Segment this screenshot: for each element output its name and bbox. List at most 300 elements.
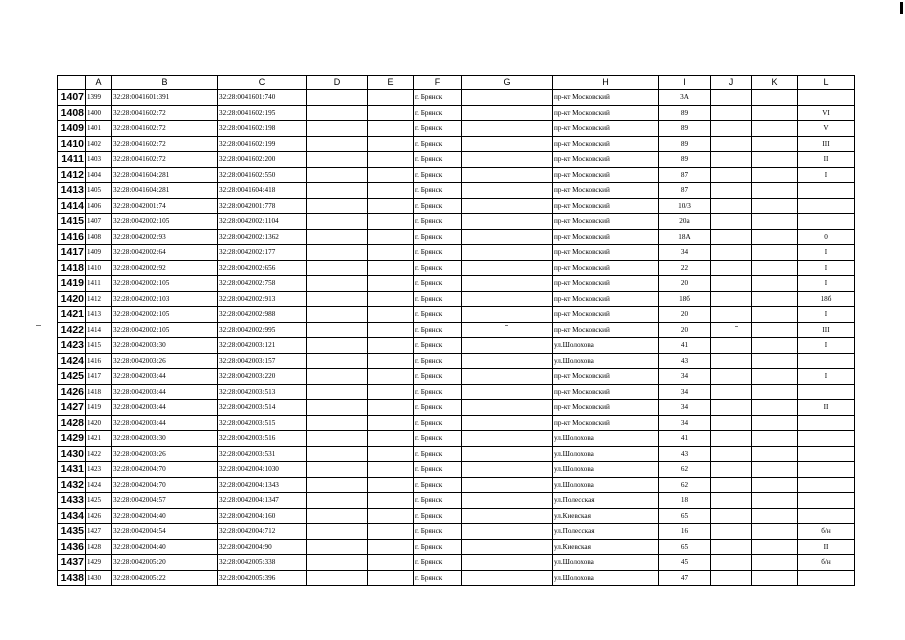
cell-k[interactable] (752, 431, 798, 447)
cell-k[interactable] (752, 446, 798, 462)
cell-k[interactable] (752, 570, 798, 586)
cell-b[interactable]: 32:28:0041602:72 (112, 136, 218, 152)
cell-e[interactable] (368, 90, 414, 106)
cell-b[interactable]: 32:28:0042003:30 (112, 431, 218, 447)
row-number-cell[interactable]: 1408 (58, 105, 86, 121)
cell-c[interactable]: 32:28:0042002:1362 (218, 229, 307, 245)
cell-j[interactable] (711, 400, 752, 416)
cell-g[interactable] (462, 369, 553, 385)
row-number-cell[interactable]: 1425 (58, 369, 86, 385)
cell-e[interactable] (368, 524, 414, 540)
cell-i[interactable]: 16 (659, 524, 711, 540)
cell-f[interactable]: г. Брянск (414, 260, 462, 276)
cell-a[interactable]: 1401 (86, 121, 112, 137)
column-header-b[interactable]: B (112, 76, 218, 90)
cell-k[interactable] (752, 245, 798, 261)
cell-d[interactable] (307, 570, 368, 586)
cell-c[interactable]: 32:28:0042004:712 (218, 524, 307, 540)
cell-c[interactable]: 32:28:0041604:418 (218, 183, 307, 199)
cell-l[interactable] (798, 493, 855, 509)
cell-g[interactable] (462, 229, 553, 245)
cell-e[interactable] (368, 245, 414, 261)
cell-k[interactable] (752, 384, 798, 400)
cell-d[interactable] (307, 415, 368, 431)
cell-c[interactable]: 32:28:0042005:396 (218, 570, 307, 586)
cell-g[interactable] (462, 415, 553, 431)
cell-c[interactable]: 32:28:0042004:90 (218, 539, 307, 555)
cell-g[interactable] (462, 136, 553, 152)
cell-k[interactable] (752, 136, 798, 152)
cell-d[interactable] (307, 493, 368, 509)
cell-c[interactable]: 32:28:0042003:513 (218, 384, 307, 400)
cell-k[interactable] (752, 307, 798, 323)
column-header-f[interactable]: F (414, 76, 462, 90)
cell-j[interactable] (711, 508, 752, 524)
cell-h[interactable]: ул.Шолохова (553, 446, 659, 462)
cell-b[interactable]: 32:28:0041602:72 (112, 121, 218, 137)
cell-l[interactable]: I (798, 369, 855, 385)
cell-a[interactable]: 1424 (86, 477, 112, 493)
row-number-cell[interactable]: 1415 (58, 214, 86, 230)
cell-g[interactable] (462, 431, 553, 447)
cell-l[interactable]: II (798, 400, 855, 416)
cell-f[interactable]: г. Брянск (414, 276, 462, 292)
cell-f[interactable]: г. Брянск (414, 229, 462, 245)
cell-d[interactable] (307, 121, 368, 137)
cell-a[interactable]: 1430 (86, 570, 112, 586)
cell-k[interactable] (752, 555, 798, 571)
cell-l[interactable] (798, 183, 855, 199)
cell-b[interactable]: 32:28:0041601:391 (112, 90, 218, 106)
cell-j[interactable] (711, 369, 752, 385)
cell-j[interactable] (711, 539, 752, 555)
cell-d[interactable] (307, 431, 368, 447)
cell-l[interactable] (798, 353, 855, 369)
cell-j[interactable] (711, 555, 752, 571)
cell-h[interactable]: пр-кт Московский (553, 167, 659, 183)
cell-d[interactable] (307, 477, 368, 493)
cell-k[interactable] (752, 369, 798, 385)
cell-j[interactable] (711, 570, 752, 586)
cell-b[interactable]: 32:28:0042004:70 (112, 477, 218, 493)
cell-e[interactable] (368, 136, 414, 152)
cell-k[interactable] (752, 291, 798, 307)
cell-c[interactable]: 32:28:0042004:160 (218, 508, 307, 524)
row-number-cell[interactable]: 1430 (58, 446, 86, 462)
cell-a[interactable]: 1407 (86, 214, 112, 230)
cell-h[interactable]: пр-кт Московский (553, 136, 659, 152)
cell-h[interactable]: пр-кт Московский (553, 369, 659, 385)
cell-a[interactable]: 1420 (86, 415, 112, 431)
cell-g[interactable] (462, 245, 553, 261)
cell-l[interactable]: III (798, 322, 855, 338)
cell-i[interactable]: 34 (659, 415, 711, 431)
cell-e[interactable] (368, 198, 414, 214)
cell-i[interactable]: 89 (659, 121, 711, 137)
row-number-cell[interactable]: 1409 (58, 121, 86, 137)
cell-b[interactable]: 32:28:0042005:20 (112, 555, 218, 571)
cell-l[interactable] (798, 508, 855, 524)
cell-k[interactable] (752, 353, 798, 369)
cell-a[interactable]: 1406 (86, 198, 112, 214)
cell-d[interactable] (307, 245, 368, 261)
cell-i[interactable]: 20 (659, 276, 711, 292)
cell-b[interactable]: 32:28:0042002:64 (112, 245, 218, 261)
cell-i[interactable]: 34 (659, 400, 711, 416)
cell-d[interactable] (307, 338, 368, 354)
cell-f[interactable]: г. Брянск (414, 338, 462, 354)
cell-k[interactable] (752, 338, 798, 354)
cell-i[interactable]: 20а (659, 214, 711, 230)
cell-d[interactable] (307, 555, 368, 571)
column-header-l[interactable]: L (798, 76, 855, 90)
cell-k[interactable] (752, 183, 798, 199)
cell-a[interactable]: 1412 (86, 291, 112, 307)
cell-h[interactable]: пр-кт Московский (553, 322, 659, 338)
cell-g[interactable] (462, 570, 553, 586)
cell-e[interactable] (368, 555, 414, 571)
cell-k[interactable] (752, 415, 798, 431)
cell-l[interactable] (798, 198, 855, 214)
cell-i[interactable]: 3А (659, 90, 711, 106)
cell-i[interactable]: 34 (659, 369, 711, 385)
cell-h[interactable]: пр-кт Московский (553, 214, 659, 230)
row-number-cell[interactable]: 1413 (58, 183, 86, 199)
cell-a[interactable]: 1410 (86, 260, 112, 276)
row-number-cell[interactable]: 1421 (58, 307, 86, 323)
cell-f[interactable]: г. Брянск (414, 570, 462, 586)
cell-f[interactable]: г. Брянск (414, 307, 462, 323)
cell-f[interactable]: г. Брянск (414, 477, 462, 493)
cell-l[interactable]: III (798, 136, 855, 152)
cell-a[interactable]: 1411 (86, 276, 112, 292)
cell-f[interactable]: г. Брянск (414, 90, 462, 106)
cell-l[interactable]: I (798, 338, 855, 354)
cell-j[interactable] (711, 338, 752, 354)
cell-c[interactable]: 32:28:0042003:514 (218, 400, 307, 416)
cell-d[interactable] (307, 291, 368, 307)
cell-h[interactable]: ул.Полесская (553, 524, 659, 540)
cell-l[interactable] (798, 384, 855, 400)
cell-f[interactable]: г. Брянск (414, 524, 462, 540)
cell-j[interactable] (711, 214, 752, 230)
cell-g[interactable] (462, 508, 553, 524)
row-number-cell[interactable]: 1420 (58, 291, 86, 307)
cell-a[interactable]: 1426 (86, 508, 112, 524)
cell-d[interactable] (307, 384, 368, 400)
cell-c[interactable]: 32:28:0041602:200 (218, 152, 307, 168)
cell-l[interactable]: II (798, 152, 855, 168)
row-number-cell[interactable]: 1424 (58, 353, 86, 369)
cell-l[interactable]: I (798, 276, 855, 292)
cell-e[interactable] (368, 462, 414, 478)
cell-l[interactable]: I (798, 307, 855, 323)
cell-j[interactable] (711, 90, 752, 106)
cell-c[interactable]: 32:28:0042004:1030 (218, 462, 307, 478)
column-header-a[interactable]: A (86, 76, 112, 90)
cell-a[interactable]: 1421 (86, 431, 112, 447)
cell-i[interactable]: 43 (659, 446, 711, 462)
cell-f[interactable]: г. Брянск (414, 105, 462, 121)
cell-g[interactable] (462, 524, 553, 540)
cell-i[interactable]: 65 (659, 508, 711, 524)
cell-k[interactable] (752, 214, 798, 230)
cell-h[interactable]: ул.Шолохова (553, 353, 659, 369)
cell-k[interactable] (752, 260, 798, 276)
cell-g[interactable] (462, 462, 553, 478)
cell-i[interactable]: 20 (659, 307, 711, 323)
cell-g[interactable] (462, 353, 553, 369)
cell-h[interactable]: ул.Киевская (553, 508, 659, 524)
row-number-cell[interactable]: 1407 (58, 90, 86, 106)
cell-c[interactable]: 32:28:0041602:550 (218, 167, 307, 183)
cell-b[interactable]: 32:28:0042003:26 (112, 446, 218, 462)
cell-c[interactable]: 32:28:0042002:758 (218, 276, 307, 292)
cell-h[interactable]: пр-кт Московский (553, 105, 659, 121)
row-number-cell[interactable]: 1410 (58, 136, 86, 152)
cell-h[interactable]: пр-кт Московский (553, 183, 659, 199)
cell-b[interactable]: 32:28:0042002:92 (112, 260, 218, 276)
cell-e[interactable] (368, 276, 414, 292)
cell-c[interactable]: 32:28:0042002:656 (218, 260, 307, 276)
cell-k[interactable] (752, 121, 798, 137)
cell-e[interactable] (368, 260, 414, 276)
cell-g[interactable] (462, 400, 553, 416)
column-header-j[interactable]: J (711, 76, 752, 90)
cell-i[interactable]: 89 (659, 152, 711, 168)
cell-a[interactable]: 1405 (86, 183, 112, 199)
cell-j[interactable] (711, 384, 752, 400)
column-header-d[interactable]: D (307, 76, 368, 90)
cell-j[interactable] (711, 183, 752, 199)
cell-i[interactable]: 62 (659, 477, 711, 493)
cell-i[interactable]: 65 (659, 539, 711, 555)
cell-d[interactable] (307, 369, 368, 385)
cell-f[interactable]: г. Брянск (414, 539, 462, 555)
cell-i[interactable]: 22 (659, 260, 711, 276)
cell-a[interactable]: 1403 (86, 152, 112, 168)
row-number-cell[interactable]: 1437 (58, 555, 86, 571)
column-header-e[interactable]: E (368, 76, 414, 90)
row-number-cell[interactable]: 1431 (58, 462, 86, 478)
cell-l[interactable] (798, 431, 855, 447)
row-number-cell[interactable]: 1422 (58, 322, 86, 338)
cell-b[interactable]: 32:28:0041602:72 (112, 105, 218, 121)
cell-e[interactable] (368, 167, 414, 183)
cell-e[interactable] (368, 570, 414, 586)
cell-l[interactable]: I (798, 260, 855, 276)
cell-f[interactable]: г. Брянск (414, 121, 462, 137)
cell-b[interactable]: 32:28:0042002:105 (112, 214, 218, 230)
cell-b[interactable]: 32:28:0042004:70 (112, 462, 218, 478)
cell-c[interactable]: 32:28:0042003:515 (218, 415, 307, 431)
cell-e[interactable] (368, 431, 414, 447)
cell-e[interactable] (368, 493, 414, 509)
row-number-cell[interactable]: 1429 (58, 431, 86, 447)
cell-j[interactable] (711, 121, 752, 137)
cell-g[interactable] (462, 90, 553, 106)
cell-b[interactable]: 32:28:0042002:93 (112, 229, 218, 245)
cell-d[interactable] (307, 105, 368, 121)
cell-h[interactable]: пр-кт Московский (553, 229, 659, 245)
cell-c[interactable]: 32:28:0042005:338 (218, 555, 307, 571)
cell-i[interactable]: 47 (659, 570, 711, 586)
cell-b[interactable]: 32:28:0042004:40 (112, 539, 218, 555)
cell-k[interactable] (752, 493, 798, 509)
cell-e[interactable] (368, 105, 414, 121)
cell-i[interactable]: 43 (659, 353, 711, 369)
cell-l[interactable] (798, 90, 855, 106)
cell-g[interactable] (462, 167, 553, 183)
cell-b[interactable]: 32:28:0042003:30 (112, 338, 218, 354)
cell-h[interactable]: ул.Шолохова (553, 462, 659, 478)
cell-e[interactable] (368, 307, 414, 323)
cell-j[interactable] (711, 307, 752, 323)
cell-c[interactable]: 32:28:0041602:199 (218, 136, 307, 152)
cell-b[interactable]: 32:28:0042003:26 (112, 353, 218, 369)
cell-k[interactable] (752, 152, 798, 168)
cell-f[interactable]: г. Брянск (414, 291, 462, 307)
cell-c[interactable]: 32:28:0041602:198 (218, 121, 307, 137)
cell-g[interactable] (462, 291, 553, 307)
cell-f[interactable]: г. Брянск (414, 384, 462, 400)
cell-d[interactable] (307, 539, 368, 555)
cell-i[interactable]: 45 (659, 555, 711, 571)
cell-f[interactable]: г. Брянск (414, 152, 462, 168)
cell-h[interactable]: ул.Киевская (553, 539, 659, 555)
cell-i[interactable]: 41 (659, 431, 711, 447)
row-number-cell[interactable]: 1432 (58, 477, 86, 493)
cell-f[interactable]: г. Брянск (414, 462, 462, 478)
cell-j[interactable] (711, 136, 752, 152)
row-number-cell[interactable]: 1436 (58, 539, 86, 555)
cell-a[interactable]: 1416 (86, 353, 112, 369)
cell-g[interactable] (462, 384, 553, 400)
cell-d[interactable] (307, 276, 368, 292)
cell-d[interactable] (307, 198, 368, 214)
cell-k[interactable] (752, 524, 798, 540)
cell-e[interactable] (368, 477, 414, 493)
cell-c[interactable]: 32:28:0042003:121 (218, 338, 307, 354)
cell-a[interactable]: 1425 (86, 493, 112, 509)
cell-g[interactable] (462, 307, 553, 323)
cell-f[interactable]: г. Брянск (414, 322, 462, 338)
cell-h[interactable]: пр-кт Московский (553, 152, 659, 168)
cell-d[interactable] (307, 214, 368, 230)
cell-a[interactable]: 1402 (86, 136, 112, 152)
cell-e[interactable] (368, 152, 414, 168)
cell-l[interactable]: б/н (798, 555, 855, 571)
cell-a[interactable]: 1414 (86, 322, 112, 338)
cell-f[interactable]: г. Брянск (414, 198, 462, 214)
cell-c[interactable]: 32:28:0042003:157 (218, 353, 307, 369)
cell-c[interactable]: 32:28:0041601:740 (218, 90, 307, 106)
row-number-cell[interactable]: 1414 (58, 198, 86, 214)
column-header-g[interactable]: G (462, 76, 553, 90)
cell-a[interactable]: 1428 (86, 539, 112, 555)
cell-c[interactable]: 32:28:0042003:531 (218, 446, 307, 462)
cell-a[interactable]: 1423 (86, 462, 112, 478)
cell-i[interactable]: 18А (659, 229, 711, 245)
cell-k[interactable] (752, 276, 798, 292)
cell-g[interactable] (462, 338, 553, 354)
cell-e[interactable] (368, 338, 414, 354)
row-number-cell[interactable]: 1411 (58, 152, 86, 168)
cell-d[interactable] (307, 183, 368, 199)
cell-e[interactable] (368, 415, 414, 431)
cell-f[interactable]: г. Брянск (414, 446, 462, 462)
cell-e[interactable] (368, 183, 414, 199)
cell-e[interactable] (368, 121, 414, 137)
cell-l[interactable]: 0 (798, 229, 855, 245)
cell-i[interactable]: 41 (659, 338, 711, 354)
cell-l[interactable]: I (798, 167, 855, 183)
cell-d[interactable] (307, 152, 368, 168)
cell-b[interactable]: 32:28:0042002:105 (112, 276, 218, 292)
cell-d[interactable] (307, 167, 368, 183)
cell-f[interactable]: г. Брянск (414, 167, 462, 183)
cell-i[interactable]: 62 (659, 462, 711, 478)
cell-l[interactable] (798, 570, 855, 586)
cell-i[interactable]: 87 (659, 183, 711, 199)
cell-l[interactable]: V (798, 121, 855, 137)
cell-d[interactable] (307, 524, 368, 540)
cell-h[interactable]: пр-кт Московский (553, 400, 659, 416)
cell-a[interactable]: 1400 (86, 105, 112, 121)
cell-h[interactable]: пр-кт Московский (553, 415, 659, 431)
column-header-c[interactable]: C (218, 76, 307, 90)
cell-g[interactable] (462, 260, 553, 276)
cell-k[interactable] (752, 167, 798, 183)
cell-c[interactable]: 32:28:0041602:195 (218, 105, 307, 121)
cell-f[interactable]: г. Брянск (414, 183, 462, 199)
cell-e[interactable] (368, 291, 414, 307)
cell-c[interactable]: 32:28:0042002:988 (218, 307, 307, 323)
cell-b[interactable]: 32:28:0041604:281 (112, 167, 218, 183)
cell-d[interactable] (307, 260, 368, 276)
cell-b[interactable]: 32:28:0042002:103 (112, 291, 218, 307)
cell-j[interactable] (711, 260, 752, 276)
cell-k[interactable] (752, 462, 798, 478)
cell-b[interactable]: 32:28:0042002:105 (112, 307, 218, 323)
cell-h[interactable]: ул.Шолохова (553, 570, 659, 586)
cell-a[interactable]: 1409 (86, 245, 112, 261)
cell-h[interactable]: ул.Шолохова (553, 477, 659, 493)
cell-c[interactable]: 32:28:0042002:913 (218, 291, 307, 307)
row-number-cell[interactable]: 1423 (58, 338, 86, 354)
cell-d[interactable] (307, 400, 368, 416)
row-number-cell[interactable]: 1428 (58, 415, 86, 431)
cell-g[interactable] (462, 198, 553, 214)
cell-j[interactable] (711, 415, 752, 431)
row-number-cell[interactable]: 1434 (58, 508, 86, 524)
cell-k[interactable] (752, 229, 798, 245)
cell-c[interactable]: 32:28:0042003:220 (218, 369, 307, 385)
cell-j[interactable] (711, 431, 752, 447)
cell-k[interactable] (752, 508, 798, 524)
cell-h[interactable]: пр-кт Московский (553, 276, 659, 292)
column-header-h[interactable]: H (553, 76, 659, 90)
cell-k[interactable] (752, 477, 798, 493)
cell-l[interactable] (798, 214, 855, 230)
cell-b[interactable]: 32:28:0042003:44 (112, 415, 218, 431)
cell-g[interactable] (462, 555, 553, 571)
cell-a[interactable]: 1408 (86, 229, 112, 245)
cell-d[interactable] (307, 508, 368, 524)
cell-h[interactable]: пр-кт Московский (553, 307, 659, 323)
cell-j[interactable] (711, 477, 752, 493)
cell-i[interactable]: 34 (659, 245, 711, 261)
